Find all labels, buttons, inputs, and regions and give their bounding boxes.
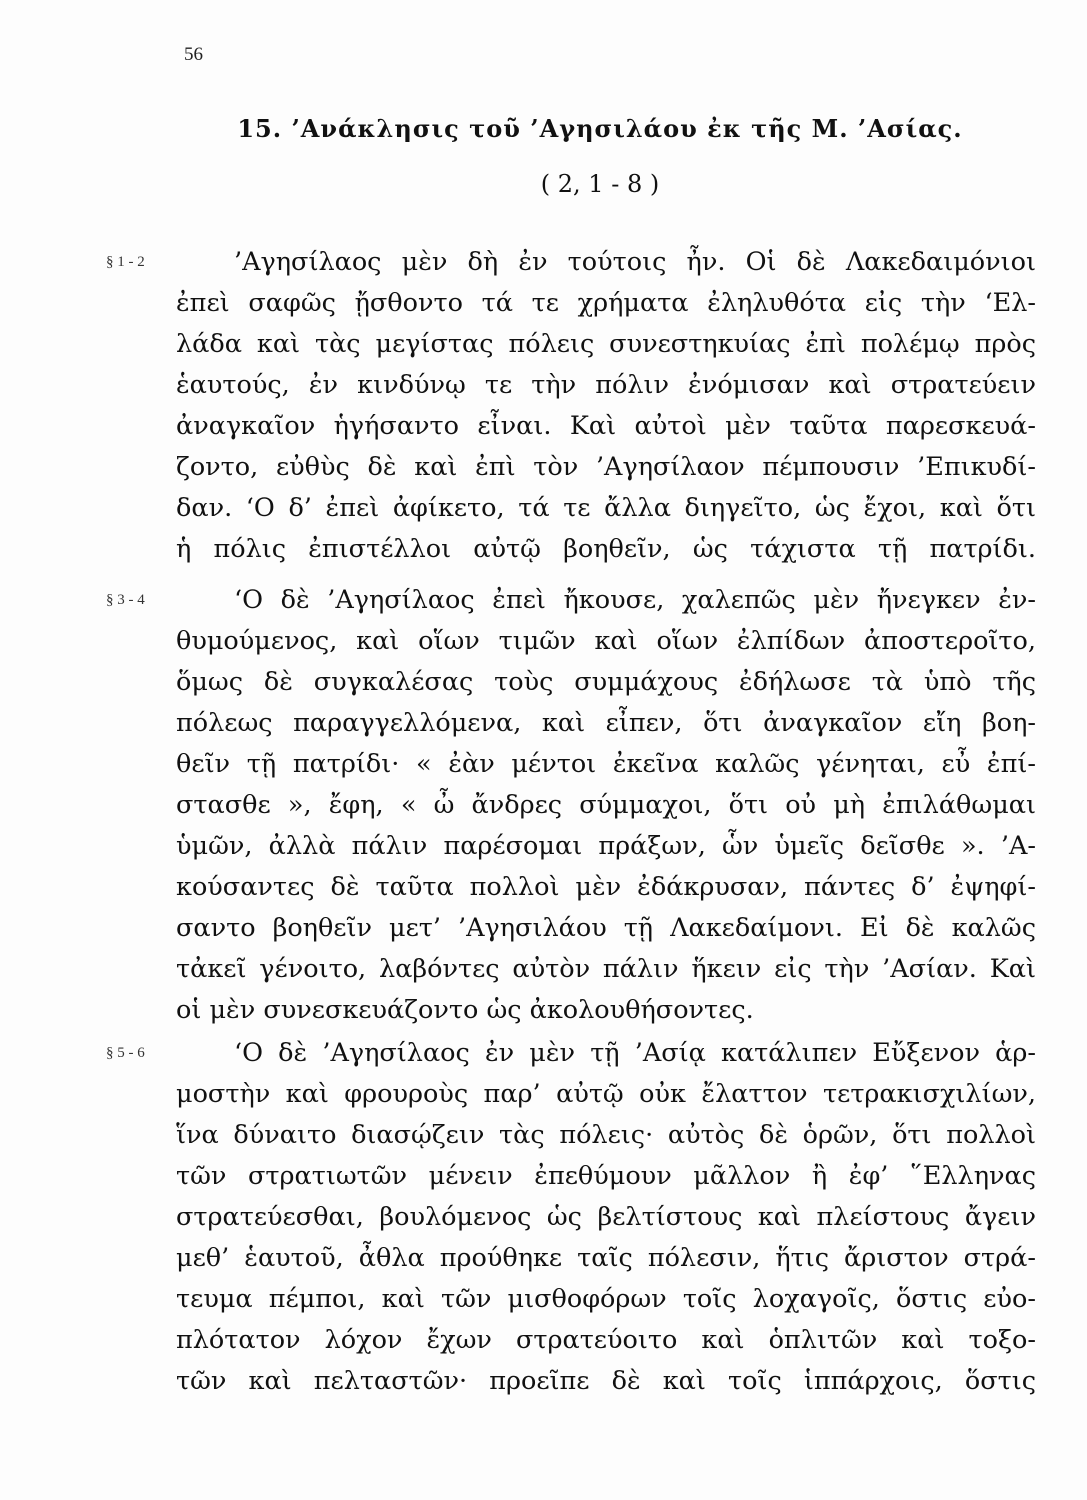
- text-line: ἀναγκαῖον ἡγήσαντο εἶναι. Καὶ αὐτοὶ μὲν ταῦτα παρεσκευά-: [176, 411, 1036, 441]
- text-line: στασθε », ἔφη, « ὦ ἄνδρες σύμμαχοι, ὅτι οὐ μὴ ἐπιλάθωμαι: [176, 790, 1036, 820]
- text-line: ὑμῶν, ἀλλὰ πάλιν παρέσομαι πράξων, ὧν ὑμεῖς δεῖσθε ». ’Α-: [176, 831, 1036, 861]
- text-line: τευμα πέμποι, καὶ τῶν μισθοφόρων τοῖς λοχαγοῖς, ὅστις εὐο-: [176, 1284, 1036, 1314]
- section-marker: § 3 - 4: [106, 592, 145, 608]
- text-line: ὅμως δὲ συγκαλέσας τοὺς συμμάχους ἐδήλωσε τὰ ὑπὸ τῆς: [176, 667, 1036, 697]
- chapter-reference: ( 2, 1 - 8 ): [540, 170, 660, 198]
- text-line: ἐπεὶ σαφῶς ᾔσθοντο τά τε χρήματα ἐληλυθότα εἰς τὴν ‘Ελ-: [176, 288, 1036, 318]
- text-line: τῶν καὶ πελταστῶν· προεῖπε δὲ καὶ τοῖς ἱππάρχοις, ὅστις: [176, 1366, 1036, 1396]
- text-line: μοστὴν καὶ φρουροὺς παρ’ αὐτῷ οὐκ ἔλαττον τετρακισχιλίων,: [176, 1079, 1036, 1109]
- text-line: ἵνα δύναιτο διασῴζειν τὰς πόλεις· αὐτὸς δὲ ὁρῶν, ὅτι πολλοὶ: [176, 1120, 1036, 1150]
- text-line: ’Αγησίλαος μὲν δὴ ἐν τούτοις ἦν. Οἱ δὲ Λακεδαιμόνιοι: [234, 247, 1036, 277]
- text-line: σαντο βοηθεῖν μετ’ ’Αγησιλάου τῇ Λακεδαίμονι. Εἰ δὲ καλῶς: [176, 913, 1036, 943]
- section-marker: § 5 - 6: [106, 1045, 145, 1061]
- text-line: μεθ’ ἑαυτοῦ, ἆθλα προύθηκε ταῖς πόλεσιν, ἥτις ἄριστον στρά-: [176, 1243, 1036, 1273]
- text-line: δαν. ‘Ο δ’ ἐπεὶ ἀφίκετο, τά τε ἄλλα διηγεῖτο, ὡς ἔχοι, καὶ ὅτι: [176, 493, 1036, 523]
- text-line: πόλεως παραγγελλόμενα, καὶ εἶπεν, ὅτι ἀναγκαῖον εἴη βοη-: [176, 708, 1036, 738]
- text-line: τῶν στρατιωτῶν μένειν ἐπεθύμουν μᾶλλον ἢ ἐφ’ ῞Ελληνας: [176, 1161, 1036, 1191]
- text-line: τἀκεῖ γένοιτο, λαβόντες αὐτὸν πάλιν ἥκειν εἰς τὴν ’Ασίαν. Καὶ: [176, 954, 1036, 984]
- section-marker: § 1 - 2: [106, 254, 145, 270]
- text-line: πλότατον λόχον ἔχων στρατεύοιτο καὶ ὁπλιτῶν καὶ τοξο-: [176, 1325, 1036, 1355]
- chapter-title: 15. ’Ανάκλησις τοῦ ’Αγησιλάου ἐκ τῆς Μ. ’Ασίας.: [237, 114, 963, 143]
- text-line: ἑαυτούς, ἐν κινδύνῳ τε τὴν πόλιν ἐνόμισαν καὶ στρατεύειν: [176, 370, 1036, 400]
- text-line: οἱ μὲν συνεσκευάζοντο ὡς ἀκολουθήσοντες.: [176, 995, 754, 1025]
- text-line: θεῖν τῇ πατρίδι· « ἐὰν μέντοι ἐκεῖνα καλῶς γένηται, εὖ ἐπί-: [176, 749, 1036, 779]
- text-line: ‘Ο δὲ ’Αγησίλαος ἐπεὶ ἤκουσε, χαλεπῶς μὲν ἤνεγκεν ἐν-: [234, 585, 1036, 615]
- text-line: θυμούμενος, καὶ οἵων τιμῶν καὶ οἵων ἐλπίδων ἀποστεροῖτο,: [176, 626, 1036, 656]
- text-line: ‘Ο δὲ ’Αγησίλαος ἐν μὲν τῇ ’Ασίᾳ κατάλιπεν Εὔξενον ἁρ-: [234, 1038, 1036, 1068]
- page-number: 56: [184, 44, 203, 65]
- text-line: κούσαντες δὲ ταῦτα πολλοὶ μὲν ἐδάκρυσαν, πάντες δ’ ἐψηφί-: [176, 872, 1036, 902]
- text-line: στρατεύεσθαι, βουλόμενος ὡς βελτίστους καὶ πλείστους ἄγειν: [176, 1202, 1036, 1232]
- text-line: ζοντο, εὐθὺς δὲ καὶ ἐπὶ τὸν ’Αγησίλαον πέμπουσιν ’Επικυδί-: [176, 452, 1036, 482]
- text-line: ἡ πόλις ἐπιστέλλοι αὐτῷ βοηθεῖν, ὡς τάχιστα τῇ πατρίδι.: [176, 534, 1036, 564]
- text-line: λάδα καὶ τὰς μεγίστας πόλεις συνεστηκυίας ἐπὶ πολέμῳ πρὸς: [176, 329, 1036, 359]
